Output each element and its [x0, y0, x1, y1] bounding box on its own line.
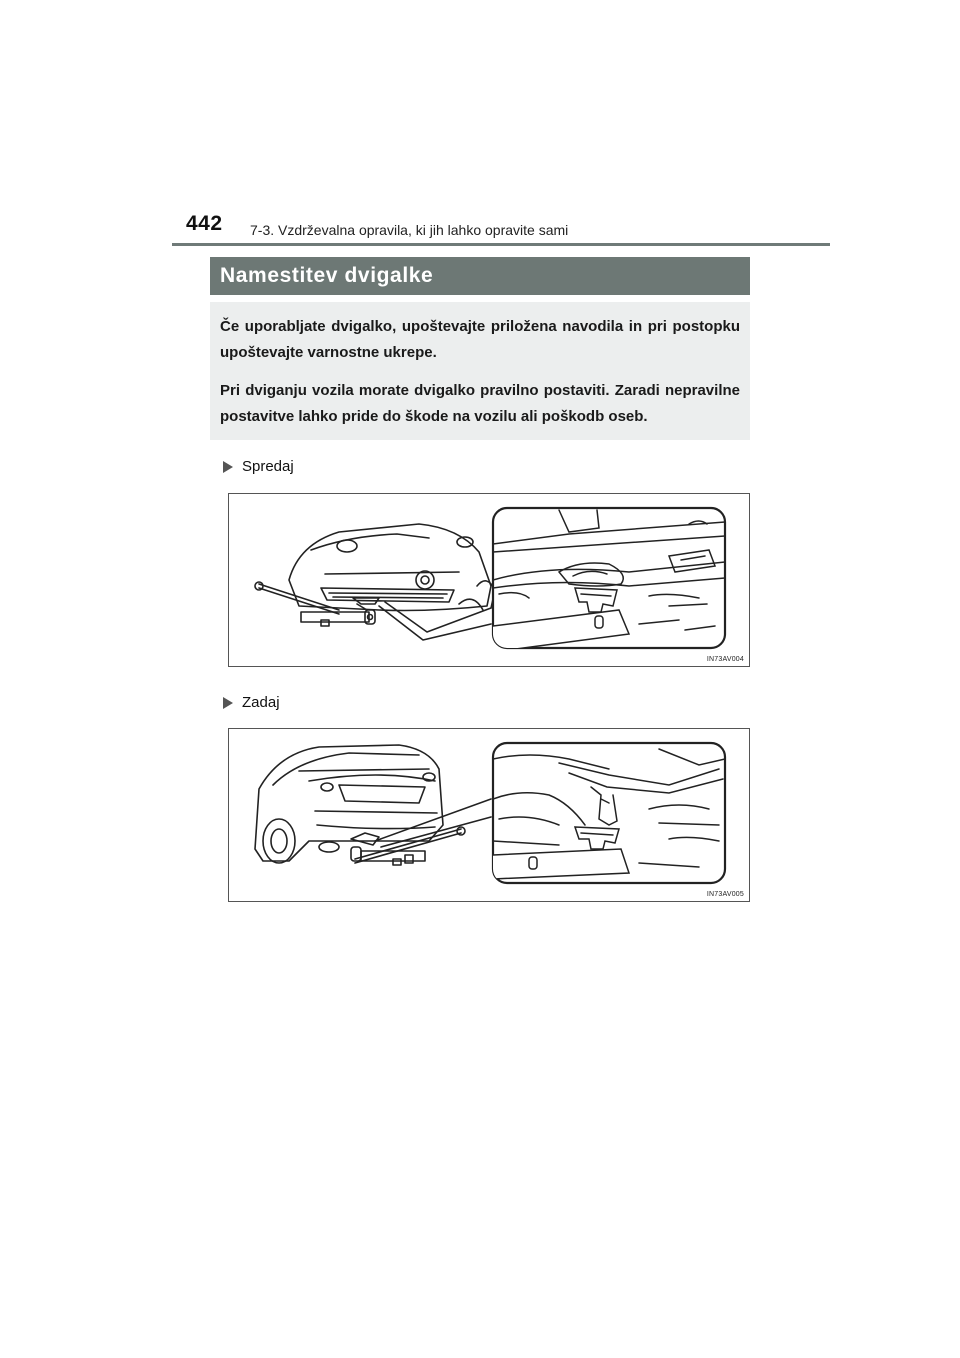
- rear-jack-illustration: [229, 729, 751, 903]
- subhead-rear-label: Zadaj: [242, 694, 280, 711]
- section-title-bar: [210, 257, 750, 295]
- intro-paragraph-1: Če uporabljate dvigalko, upoštevajte priložena navodila in pri postopku upoštevajte varnostne ukrepe.: [220, 318, 740, 361]
- triangle-right-icon: [223, 461, 233, 473]
- running-header: 7-3. Vzdrževalna opravila, ki jih lahko opravite sami: [250, 222, 569, 238]
- triangle-right-icon: [223, 697, 233, 709]
- subhead-front: [223, 458, 294, 475]
- subhead-rear: [223, 694, 280, 711]
- figure-rear-jack-point: [228, 728, 750, 902]
- intro-box: [210, 302, 750, 440]
- figure-front-jack-point: [228, 493, 750, 667]
- figure-rear-code: IN73AV005: [706, 891, 744, 898]
- header-rule: [172, 243, 830, 246]
- figure-front-code: IN73AV004: [706, 656, 744, 663]
- intro-paragraph-2: Pri dviganju vozila morate dvigalko pravilno postaviti. Zaradi nepravilne postavitve lahko pride do škode na vozilu ali poškodb oseb.: [220, 382, 740, 425]
- page-number: 442: [186, 212, 223, 235]
- front-jack-illustration: [229, 494, 751, 668]
- section-title: Namestitev dvigalke: [220, 264, 434, 287]
- subhead-front-label: Spredaj: [242, 458, 294, 475]
